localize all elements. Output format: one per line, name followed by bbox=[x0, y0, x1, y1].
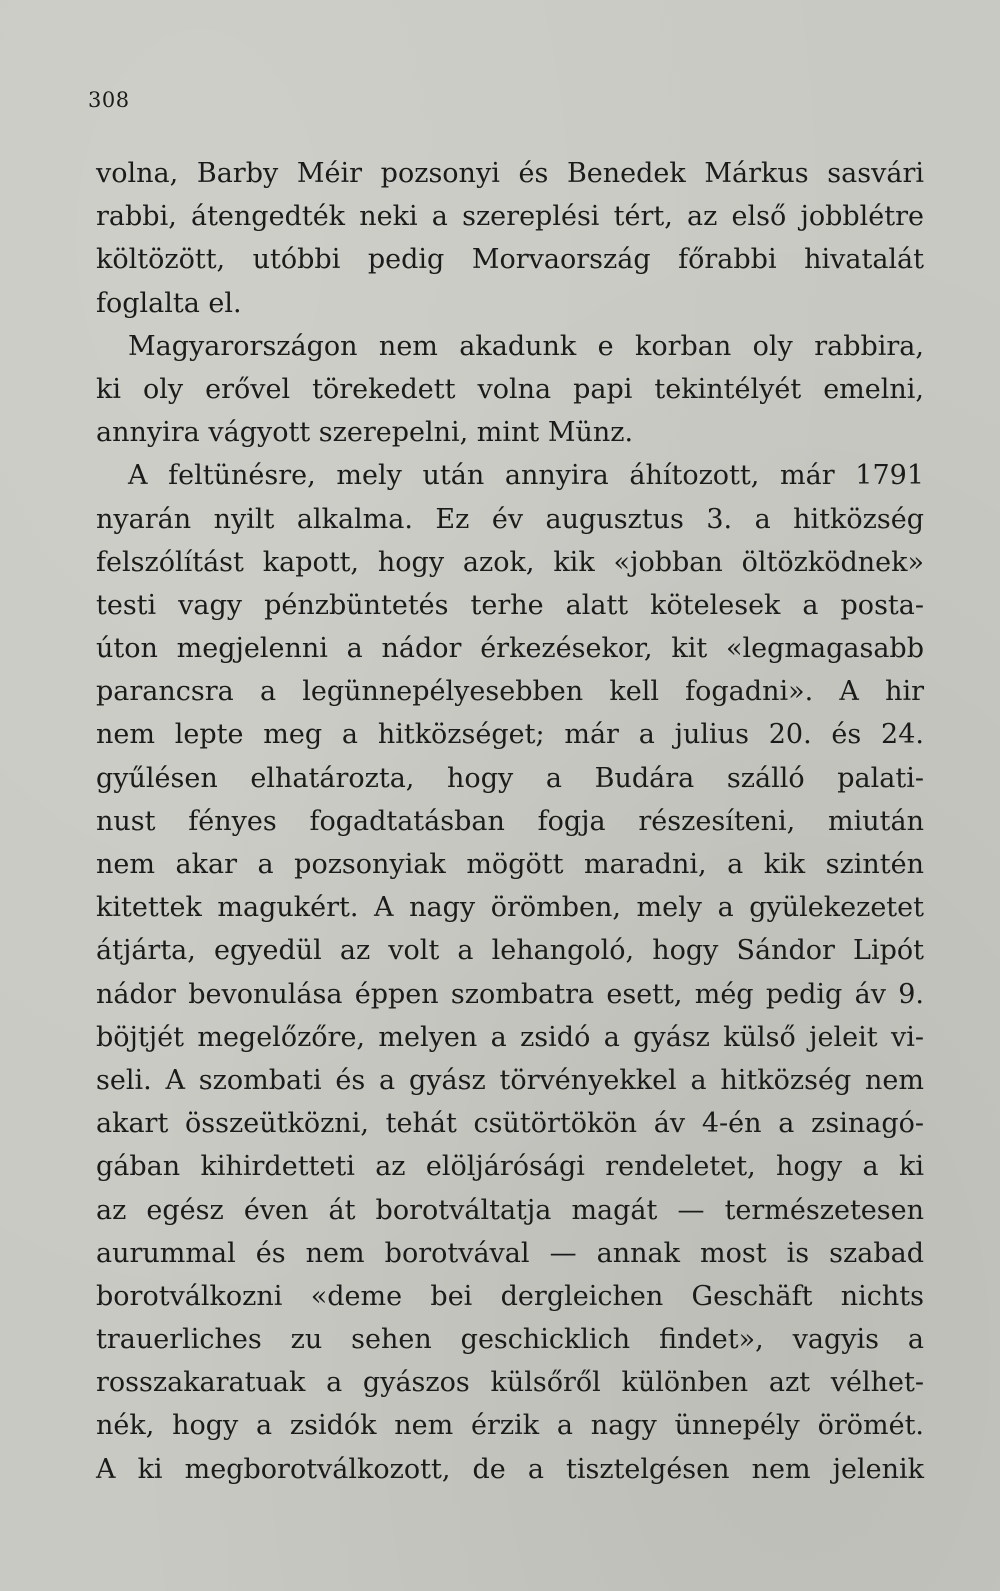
text-line: ki oly erővel törekedett volna papi tekintélyét emelni, bbox=[96, 373, 924, 405]
text-line: volna, Barby Méir pozsonyi és Benedek Márkus sasvári bbox=[96, 158, 924, 189]
text-line: Magyarországon nem akadunk e korban oly rabbira, bbox=[128, 330, 924, 362]
text-line: rosszakaratuak a gyászos külsőről különben azt vélhet- bbox=[96, 1367, 924, 1399]
text-line: nem lepte meg a hitközséget; már a julius 20. és 24. bbox=[96, 719, 924, 751]
text-line: aurummal és nem borotvával — annak most is szabad bbox=[96, 1237, 924, 1269]
text-line: seli. A szombati és a gyász törvényekkel a hitközség nem bbox=[96, 1064, 924, 1096]
text-line: nék, hogy a zsidók nem érzik a nagy ünnepély örömét. bbox=[96, 1410, 924, 1442]
text-line: felszólítást kapott, hogy azok, kik «jobban öltözködnek» bbox=[96, 546, 924, 578]
text-line: gyűlésen elhatározta, hogy a Budára szálló palati- bbox=[96, 762, 924, 794]
body-text bbox=[96, 152, 924, 1491]
text-line: testi vagy pénzbüntetés terhe alatt kötelesek a posta- bbox=[96, 589, 924, 621]
text-line: böjtjét megelőzőre, melyen a zsidó a gyász külső jeleit vi- bbox=[96, 1021, 924, 1053]
text-line: A ki megborotválkozott, de a tisztelgésen nem jelenik bbox=[96, 1453, 924, 1485]
text-line: átjárta, egyedül az volt a lehangoló, hogy Sándor Lipót bbox=[96, 935, 924, 967]
text-line: költözött, utóbbi pedig Morvaország főrabbi hivatalát bbox=[96, 244, 924, 276]
text-line: úton megjelenni a nádor érkezésekor, kit «legmagasabb bbox=[96, 633, 924, 665]
text-line: A feltünésre, mely után annyira áhítozott, már 1791 bbox=[128, 460, 924, 492]
text-line: kitettek magukért. A nagy örömben, mely a gyülekezetet bbox=[96, 892, 924, 924]
text-line: nádor bevonulása éppen szombatra esett, még pedig áv 9. bbox=[96, 978, 924, 1010]
text-line: akart összeütközni, tehát csütörtökön áv 4-én a zsinagó- bbox=[96, 1108, 924, 1140]
text-line: parancsra a legünnepélyesebben kell fogadni». A hir bbox=[96, 676, 924, 708]
text-line: borotválkozni «deme bei dergleichen Geschäft nichts bbox=[96, 1280, 924, 1312]
text-line: nem akar a pozsonyiak mögött maradni, a kik szintén bbox=[96, 849, 924, 880]
text-line: nyarán nyilt alkalma. Ez év augusztus 3. a hitközség bbox=[96, 503, 924, 535]
text-line: az egész éven át borotváltatja magát — természetesen bbox=[96, 1194, 924, 1226]
text-line: annyira vágyott szerepelni, mint Münz. bbox=[96, 417, 634, 449]
text-line: nust fényes fogadtatásban fogja részesíteni, miután bbox=[96, 805, 924, 837]
text-line: rabbi, átengedték neki a szereplési tért, az első jobblétre bbox=[96, 201, 924, 233]
text-line: foglalta el. bbox=[96, 287, 242, 319]
text-line: trauerliches zu sehen geschicklich findet», vagyis a bbox=[96, 1324, 924, 1356]
page-number: 308 bbox=[88, 88, 130, 112]
text-line: gában kihirdetteti az elöljárósági rendeletet, hogy a ki bbox=[96, 1151, 924, 1183]
